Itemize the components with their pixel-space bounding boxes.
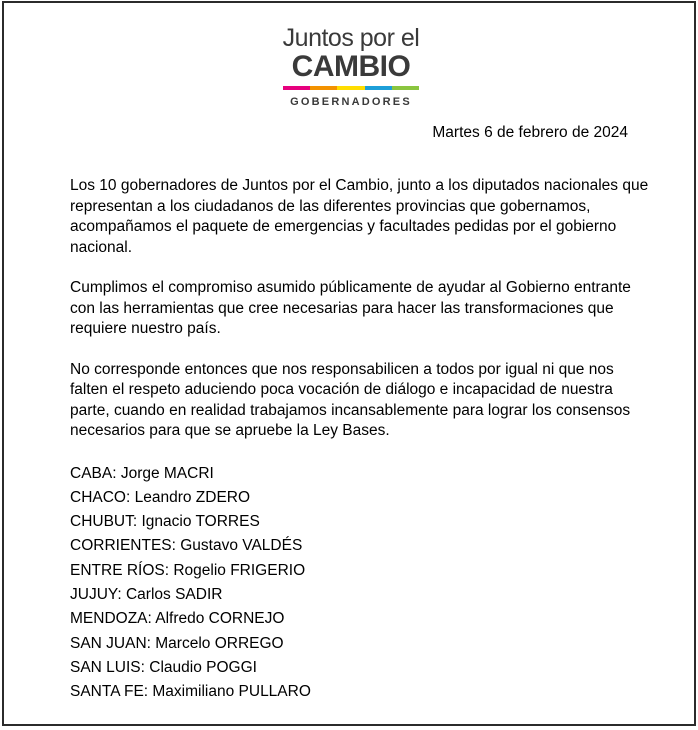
signer-item: MENDOZA: Alfredo CORNEJO	[70, 610, 285, 628]
document-date: Martes 6 de febrero de 2024	[432, 124, 628, 141]
body-paragraph: Cumplimos el compromiso asumido públicamente de ayudar al Gobierno entrante con las herramientas que cree necesarias para hacer las transformaciones que requiere nuestro país.	[70, 279, 631, 337]
signer-item: CORRIENTES: Gustavo VALDÉS	[70, 537, 303, 555]
signer-item: JUJUY: Carlos SADIR	[70, 585, 223, 603]
logo-bar-segment	[310, 86, 337, 90]
signer-item: CHACO: Leandro ZDERO	[70, 488, 251, 506]
body-paragraph: Los 10 gobernadores de Juntos por el Cambio, junto a los diputados nacionales que representan a los ciudadanos de las diferentes provincias que gobernamos, acompañamos el paquete de emergencias y facultades pedidas por el gobierno nacional.	[70, 177, 649, 256]
signers-list	[70, 462, 650, 705]
document-page	[2, 1, 696, 726]
logo-color-bar	[283, 86, 419, 90]
document-body	[70, 176, 650, 704]
logo-bar-segment	[337, 86, 364, 90]
body-paragraph: No corresponde entonces que nos responsabilicen a todos por igual ni que nos falten el respeto aduciendo poca vocación de diálogo e incapacidad de nuestra parte, cuando en realidad trabajamos incansablemente para lograr los consensos necesarios para que se apruebe la Ley Bases.	[70, 360, 631, 439]
logo-bar-segment	[365, 86, 392, 90]
signer-item: ENTRE RÍOS: Rogelio FRIGERIO	[70, 561, 306, 579]
logo-bar-segment	[392, 86, 419, 90]
signer-item: CABA: Jorge MACRI	[70, 464, 214, 482]
logo-line-2: CAMBIO	[291, 50, 411, 83]
signer-item: SAN JUAN: Marcelo ORREGO	[70, 634, 284, 652]
logo-line-1: Juntos por el	[282, 24, 420, 52]
signer-item: SANTA FE: Maximiliano PULLARO	[70, 683, 311, 701]
signer-item: SAN LUIS: Claudio POGGI	[70, 658, 257, 676]
logo-line-3: GOBERNADORES	[290, 96, 412, 108]
logo-bar-segment	[283, 86, 310, 90]
juntos-por-el-cambio-logo	[276, 25, 426, 111]
signer-item: CHUBUT: Ignacio TORRES	[70, 513, 260, 531]
